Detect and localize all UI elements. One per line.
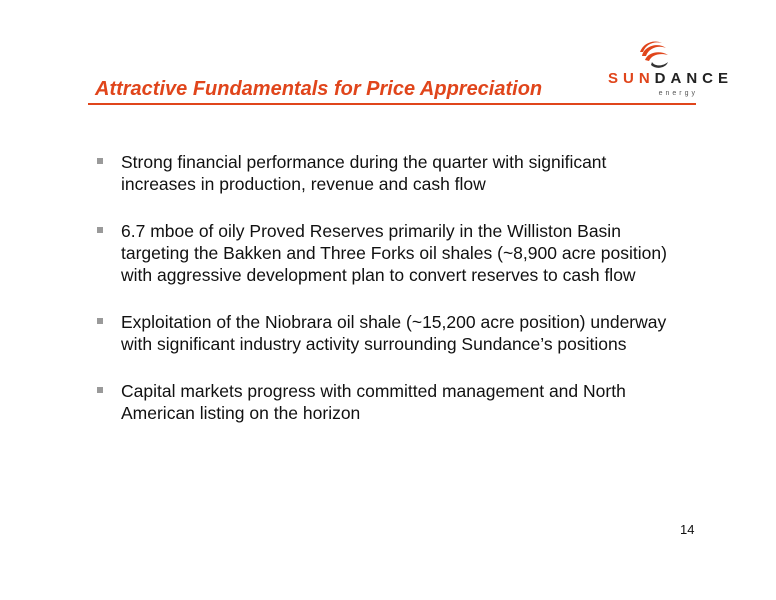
logo-wordmark [608, 70, 733, 87]
bullet-text: Capital markets progress with committed management and North American listing on the horizon [121, 381, 626, 423]
bullet-text: Strong financial performance during the quarter with significant increases in production, revenue and cash flow [121, 152, 607, 194]
square-bullet-icon [97, 318, 103, 324]
company-logo [606, 40, 734, 100]
bullet-item [96, 151, 686, 195]
bullet-text: Exploitation of the Niobrara oil shale (~15,200 acre position) underway with significant industry activity surrounding Sundance’s positions [121, 312, 667, 354]
bullet-list [96, 151, 686, 449]
square-bullet-icon [97, 387, 103, 393]
bullet-item [96, 220, 686, 286]
page-number: 14 [680, 522, 695, 537]
title-underline [88, 103, 696, 105]
square-bullet-icon [97, 227, 103, 233]
slide-title: Attractive Fundamentals for Price Appreciation [95, 78, 543, 100]
bullet-text: 6.7 mboe of oily Proved Reserves primarily in the Williston Basin targeting the Bakken and Three Forks oil shales (~8,900 acre position) with aggressive development plan to convert reserves to cash flow [121, 221, 667, 285]
bullet-item [96, 380, 686, 424]
square-bullet-icon [97, 158, 103, 164]
logo-subtext: energy [658, 90, 698, 97]
logo-word-sun: SUN [608, 70, 655, 87]
bullet-item [96, 311, 686, 355]
sun-swirl-icon [636, 40, 672, 70]
logo-word-dance: DANCE [654, 70, 734, 87]
